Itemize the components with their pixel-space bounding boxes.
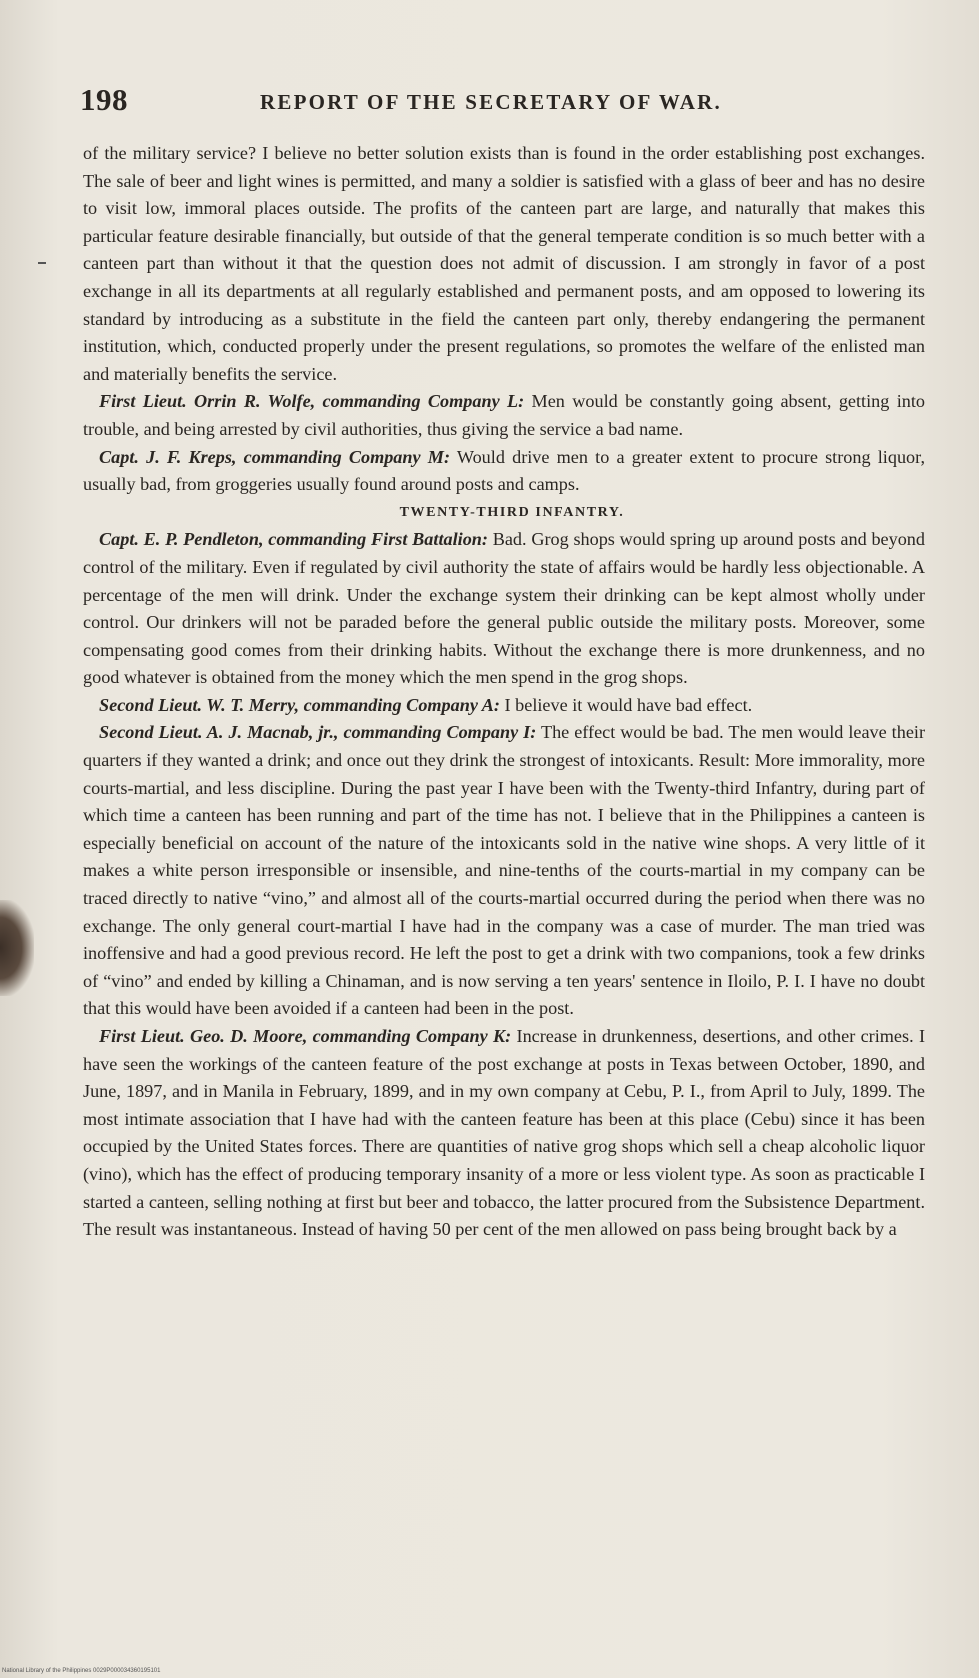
paragraph-text: Men would be constantly going absent, getting into trouble, and being arrested by civil authorities, thus giving the service a bad name.	[83, 391, 925, 439]
paragraph-6	[83, 719, 925, 1023]
speaker-name: Second Lieut. W. T. Merry, commanding Company A:	[99, 694, 500, 715]
body-text	[83, 140, 925, 1244]
page-number: 198	[80, 82, 128, 117]
section-heading: TWENTY-THIRD INFANTRY.	[399, 504, 625, 520]
thumb-shadow	[0, 900, 34, 996]
paragraph-4	[83, 526, 925, 692]
page-header	[80, 80, 930, 120]
paragraph-text: Bad. Grog shops would spring up around posts and beyond control of the military. Even if regulated by civil authority the state of affairs would be hardly less objectionable. A percentage of the men will drink. Under the exchange system their drinking can be kept almost wholly under control. Our drinkers will not be paraded before the general public outside the military posts. Moreover, some compensating good comes from their drinking habits. Without the exchange there is more drunkenness, and no good whatever is obtained from the money which the men spend in the grog shops.	[83, 529, 925, 688]
paragraph-5	[83, 692, 925, 720]
paragraph-1: of the military service? I believe no better solution exists than is found in the order establishing post exchanges. The sale of beer and light wines is permitted, and many a soldier is satisfied with a glass of beer and has no desire to visit low, immoral places outside. The profits of the canteen part are large, and naturally that makes this particular feature desirable financially, but outside of that the general temperate condition is so much better with a canteen part than without it that the question does not admit of discussion. I am strongly in favor of a post exchange in all its departments at all regularly established and permanent posts, and am opposed to lowering its standard by introducing as a substitute in the field the canteen part only, thereby endangering the permanent institution, which, conducted properly under the present regulations, so promotes the welfare of the enlisted man and materially benefits the service.	[83, 143, 925, 384]
margin-mark	[38, 262, 46, 264]
paragraph-text: Increase in drunkenness, desertions, and other crimes. I have seen the workings of the canteen feature of the post exchange at posts in Texas between October, 1890, and June, 1897, and in Manila in February, 1899, and in my own company at Cebu, P. I., from April to July, 1899. The most intimate association that I have had with the canteen feature has been at this place (Cebu) since it has been occupied by the United States forces. There are quantities of native grog shops which sell a cheap alcoholic liquor (vino), which has the effect of producing temporary insanity of a more or less violent type. As soon as practicable I started a canteen, selling nothing at first but beer and tobacco, the latter procured from the Subsistence Department. The result was instantaneous. Instead of having 50 per cent of the men allowed on pass being brought back by a	[83, 1026, 925, 1240]
scan-footer: National Library of the Philippines 0029P000034360195101	[2, 1668, 161, 1674]
paragraph-text: I believe it would have bad effect.	[500, 694, 753, 715]
running-title: REPORT OF THE SECRETARY OF WAR.	[260, 90, 722, 114]
paragraph-text: The effect would be bad. The men would leave their quarters if they wanted a drink; and once out they drink the strongest of intoxicants. Result: More immorality, more courts-martial, and less discipline. During the past year I have been with the Twenty-third Infantry, during part of which time a canteen has been running and part of the time has not. I believe that in the Philippines a canteen is especially beneficial on account of the nature of the intoxicants sold in the native wine shops. A very little of it makes a white person irresponsible or insensible, and nine-tenths of the courts-martial in my company can be traced directly to native “vino,” and almost all of the courts-martial occurred during the period when there was no exchange. The only general court-martial I have had in the company was a case of murder. The man tried was inoffensive and had a good previous record. He left the post to get a drink with two companions, took a few drinks of “vino” and ended by killing a Chinaman, and is now serving a ten years' sentence in Iloilo, P. I. I have no doubt that this would have been avoided if a canteen had been in the post.	[83, 722, 926, 1019]
paragraph-text: Would drive men to a greater extent to procure strong liquor, usually bad, from groggeries usually found around posts and camps.	[83, 446, 926, 495]
paragraph-3	[83, 444, 925, 499]
paragraph-2	[83, 388, 925, 443]
speaker-name: First Lieut. Orrin R. Wolfe, commanding Company L:	[99, 391, 525, 412]
speaker-name: Capt. E. P. Pendleton, commanding First Battalion:	[99, 529, 488, 550]
speaker-name: Capt. J. F. Kreps, commanding Company M:	[99, 446, 451, 467]
speaker-name: First Lieut. Geo. D. Moore, commanding Company K:	[99, 1026, 512, 1046]
paragraph-7	[83, 1023, 925, 1244]
speaker-name: Second Lieut. A. J. Macnab, jr., commanding Company I:	[99, 722, 537, 743]
